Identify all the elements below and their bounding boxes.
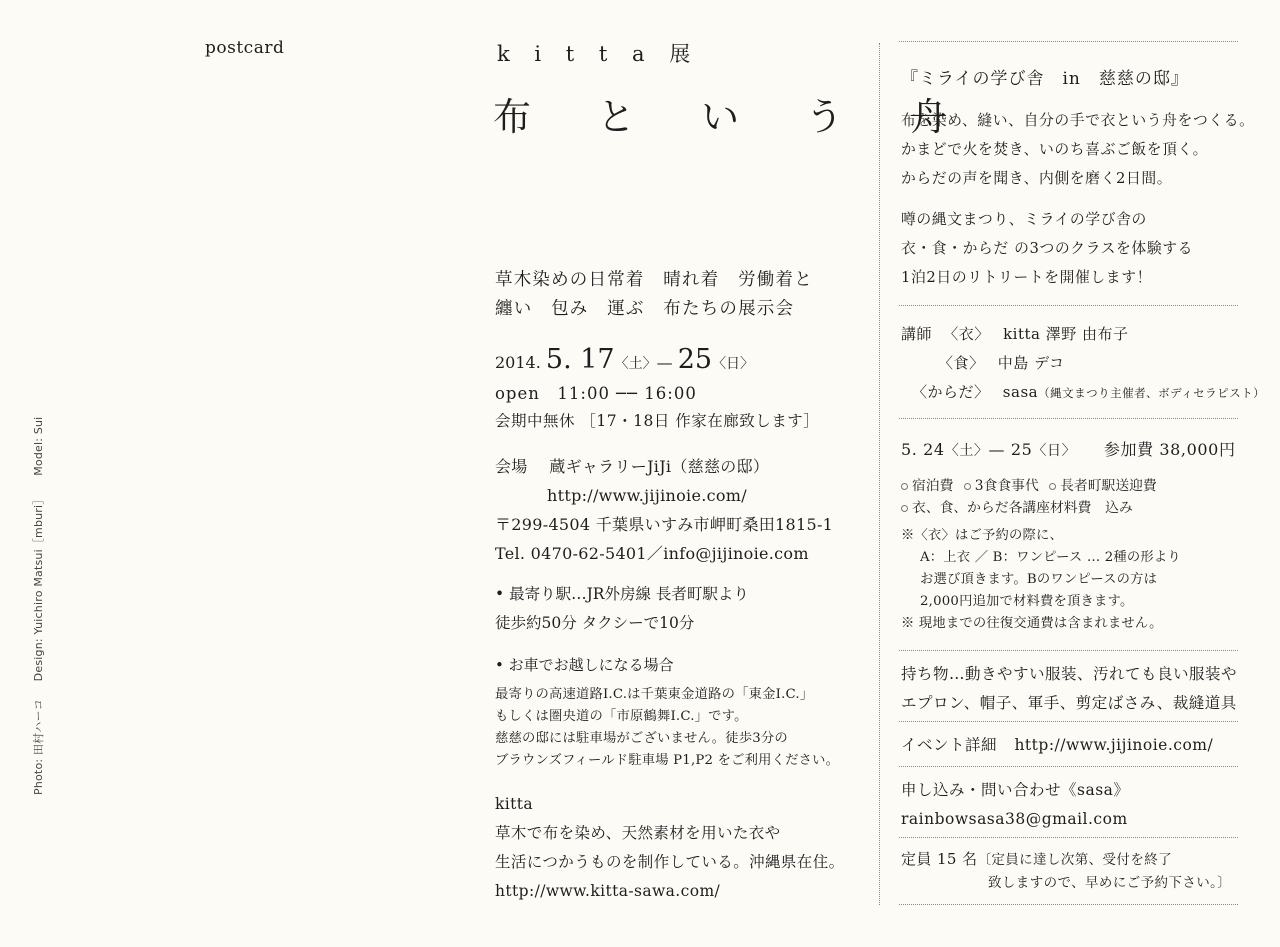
include-item: 3食食事代 [974, 478, 1039, 494]
lead-line: 纏い 包み 運ぶ 布たちの展示会 [495, 299, 795, 319]
divider-top [899, 41, 1238, 42]
date-start: 5. 17 [545, 344, 615, 375]
details-label: イベント詳細 [901, 736, 998, 754]
fee-includes [901, 475, 1157, 519]
intro-line: からだの声を聞き、内側を磨く2日間。 [901, 170, 1173, 187]
artist-profile [495, 790, 845, 906]
include-item: 長者町駅送迎費 [1060, 478, 1157, 494]
bullet-icon [901, 505, 908, 512]
items-line: 持ち物…動きやすい服装、汚れても良い服装や [901, 665, 1238, 683]
event-date-start-day: 〈土〉 [944, 443, 989, 459]
note-line: 2,000円追加で材料費を頂きます。 [920, 594, 1134, 609]
details-url[interactable]: http://www.jijinoie.com/ [1014, 736, 1214, 754]
divider-bottom [899, 904, 1238, 905]
capacity-note: 〔定員に達し次第、受付を終了 [977, 852, 1173, 868]
include-item: 宿泊費 [912, 478, 954, 494]
exhibition-lead [495, 266, 813, 324]
event-title: 『ミライの学び舎 in 慈慈の邸』 [901, 69, 1189, 89]
date-end-day: 〈日〉 [712, 356, 755, 372]
event-intro [901, 106, 1255, 193]
venue-block [495, 452, 833, 568]
car-line: 最寄りの高速道路I.C.は千葉東金道路の「東金I.C.」 [495, 687, 814, 702]
include-item: 衣、食、からだ各講座材料費 込み [912, 500, 1133, 516]
event-date-end-day: 〈日〉 [1032, 443, 1077, 459]
event-intro-2 [901, 205, 1193, 292]
date-start-day: 〈土〉 [614, 356, 657, 372]
venue-name: 会場 蔵ギャラリーJiJi（慈慈の邸） [495, 457, 770, 476]
event-dates [901, 437, 1236, 460]
model-credit: Model: Sui [32, 416, 45, 476]
includes-row [901, 475, 1157, 497]
venue-url[interactable]: http://www.jijinoie.com/ [547, 486, 747, 505]
divider [899, 305, 1238, 306]
note-line: お選び頂きます。Bのワンピースの方は [920, 572, 1158, 587]
divider [899, 650, 1238, 651]
car-access-heading: • お車でお越しになる場合 [495, 656, 674, 674]
instructor-row [901, 378, 1265, 408]
note-line: A：上衣 ／ B：ワンピース … 2種の形より [920, 550, 1181, 565]
instructor-tag: 〈衣〉 [943, 325, 990, 343]
station-line: • 最寄り駅…JR外房線 長者町駅より [495, 585, 749, 603]
instructor-tag: 〈からだ〉 [912, 383, 990, 401]
note-line: ※〈衣〉はご予約の際に、 [901, 528, 1063, 543]
capacity-block [901, 848, 1231, 895]
intro-line: かまどで火を焚き、いのち喜ぶご飯を頂く。 [901, 141, 1209, 158]
contact-email[interactable]: rainbowsasa38@gmail.com [901, 810, 1128, 828]
note-line: ※ 現地までの往復交通費は含まれません。 [901, 616, 1163, 631]
contact-label: 申し込み・問い合わせ《sasa》 [901, 781, 1130, 799]
exhibition-series: k i t t a 展 [497, 42, 700, 66]
photo-credit: Photo: 田村ハーコ [32, 699, 45, 795]
exhibition-title: 布 と い う 舟 [493, 95, 975, 139]
instructors [901, 320, 1265, 408]
bullet-icon [964, 483, 971, 490]
station-access [495, 580, 749, 638]
instructor-note: （縄文まつり主催者、ボディセラピスト） [1038, 386, 1266, 400]
date-year: 2014. [495, 353, 541, 372]
instructor-tag: 〈食〉 [938, 354, 985, 372]
postcard-label: postcard [205, 38, 285, 58]
event-date-end: — 25 [988, 440, 1033, 459]
artist-line: 生活につかうものを制作している。沖縄県在住。 [495, 853, 845, 871]
artist-name: kitta [495, 795, 534, 813]
car-line: ブラウンズフィールド駐車場 P1,P2 をご利用ください。 [495, 753, 840, 768]
items-line: エプロン、帽子、軍手、剪定ばさみ、裁縫道具 [901, 694, 1237, 712]
intro-line: 布を染め、縫い、自分の手で衣という舟をつくる。 [901, 112, 1255, 129]
contact-block [901, 776, 1129, 834]
intro-line: 衣・食・からだ の3つのクラスを体験する [901, 240, 1194, 257]
design-credit: Design: Yuichiro Matsui［mburi］ [32, 493, 45, 682]
car-line: もしくは圏央道の「市原鶴舞I.C.」です。 [495, 709, 748, 724]
divider [899, 418, 1238, 419]
instructor-name: sasa [1002, 383, 1039, 401]
divider [899, 766, 1238, 767]
bullet-icon [901, 483, 908, 490]
divider [899, 721, 1238, 722]
capacity-row [901, 848, 1231, 872]
intro-line: 1泊2日のリトリートを開催します！ [901, 269, 1152, 286]
event-fee: 参加費 38,000円 [1103, 440, 1236, 459]
holiday-note: 会期中無休 ［17・18日 作家在廊致します］ [495, 412, 820, 430]
car-access-body [495, 684, 839, 772]
event-notes [901, 525, 1181, 635]
instructor-name: kitta 澤野 由布子 [1003, 325, 1129, 343]
artist-line: 草木で布を染め、天然素材を用いた衣や [495, 824, 781, 842]
artist-url[interactable]: http://www.kitta-sawa.com/ [495, 882, 721, 900]
event-details [901, 733, 1213, 755]
instructor-name: 中島 デコ [997, 354, 1065, 372]
station-line: 徒歩約50分 タクシーで10分 [495, 614, 695, 632]
exhibition-dates [495, 344, 754, 375]
date-dash: — [656, 353, 673, 372]
date-end: 25 [677, 344, 713, 375]
bullet-icon [1049, 483, 1056, 490]
instructor-row [901, 349, 1265, 378]
intro-line: 噂の縄文まつり、ミライの学び舎の [901, 211, 1147, 228]
venue-tel: Tel. 0470-62-5401／info@jijinoie.com [495, 544, 809, 563]
divider [899, 837, 1238, 838]
column-divider [879, 43, 880, 905]
instructor-row [901, 320, 1265, 349]
venue-address: 〒299-4504 千葉県いすみ市岬町桑田1815-1 [495, 515, 834, 534]
items-to-bring [901, 660, 1237, 718]
capacity: 定員 15 名 [901, 850, 978, 868]
includes-row [901, 497, 1157, 519]
photo-credits [30, 403, 46, 795]
capacity-note: 致しますので、早めにご予約下さい。〕 [988, 875, 1232, 891]
open-hours: open 11:00 ── 16:00 [495, 384, 697, 403]
lead-line: 草木染めの日常着 晴れ着 労働着と [495, 270, 813, 290]
car-line: 慈慈の邸には駐車場がございません。徒歩3分の [495, 731, 788, 746]
instructors-label: 講師 [901, 325, 933, 343]
event-date-start: 5. 24 [901, 440, 945, 459]
